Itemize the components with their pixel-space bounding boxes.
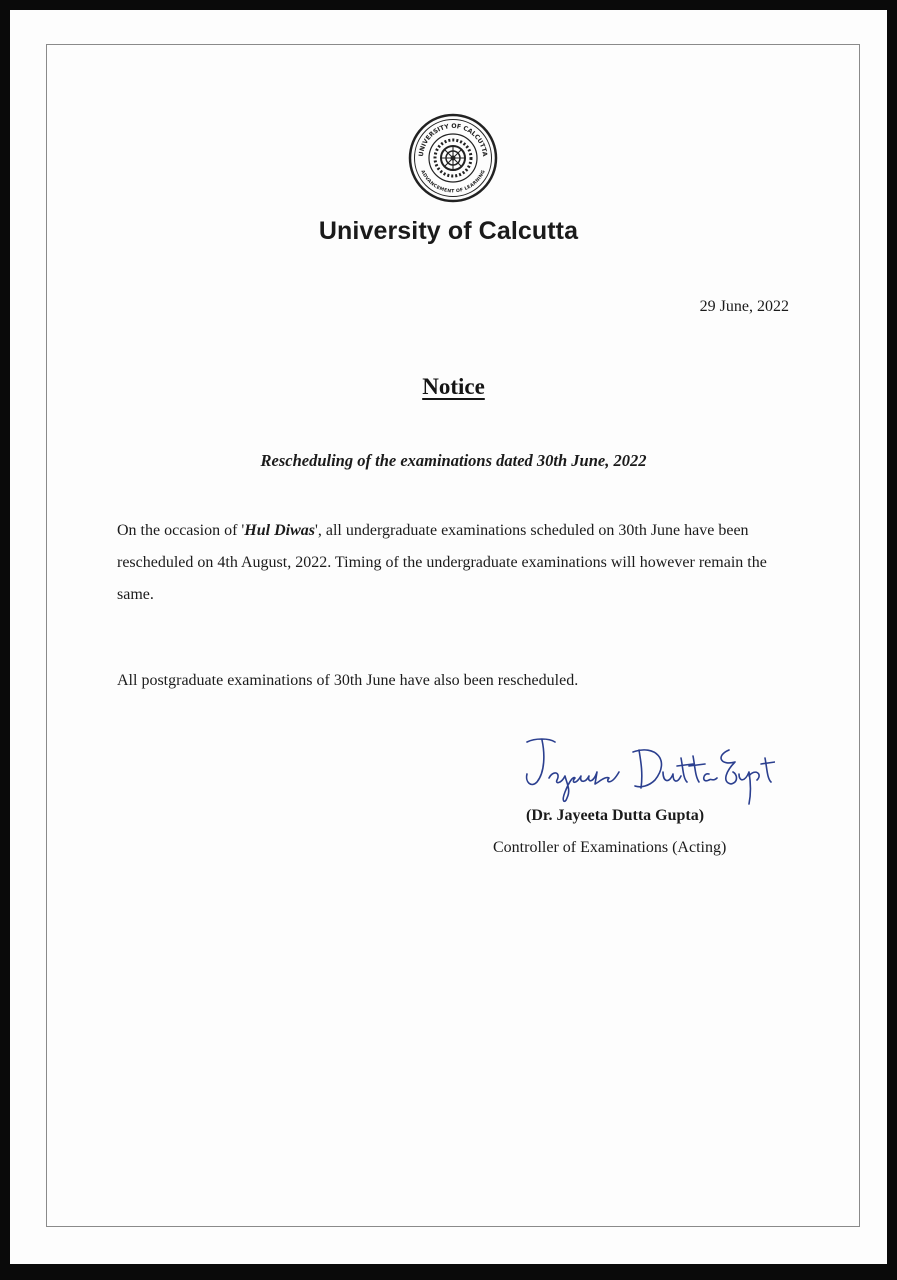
- institution-title: University of Calcutta: [318, 217, 579, 245]
- signatory-name: (Dr. Jayeeta Dutta Gupta): [526, 807, 705, 824]
- notice-subject: Rescheduling of the examinations dated 30th June, 2022: [260, 451, 647, 470]
- signatory-designation: Controller of Examinations (Acting): [493, 839, 727, 856]
- handwritten-signature: [515, 732, 775, 812]
- para1-suffix: ', all undergraduate examinations scheduled on 30th June have been rescheduled on 4th August, 2022. Timing of the undergraduate examinations will however remain the same.: [117, 522, 767, 603]
- hul-diwas-emphasis: Hul Diwas: [244, 522, 315, 539]
- svg-text:ADVANCEMENT OF LEARNING: ADVANCEMENT OF LEARNING: [419, 169, 487, 195]
- document-page: [10, 10, 887, 1264]
- notice-paragraph-1: [117, 515, 807, 611]
- svg-text:UNIVERSITY OF CALCUTTA: UNIVERSITY OF CALCUTTA: [417, 122, 489, 157]
- para1-prefix: On the occasion of ': [117, 522, 245, 539]
- university-seal-icon: [408, 113, 498, 203]
- notice-date: 29 June, 2022: [699, 298, 789, 315]
- notice-paragraph-2: All postgraduate examinations of 30th June have also been rescheduled.: [117, 672, 579, 689]
- notice-heading: Notice: [422, 374, 485, 399]
